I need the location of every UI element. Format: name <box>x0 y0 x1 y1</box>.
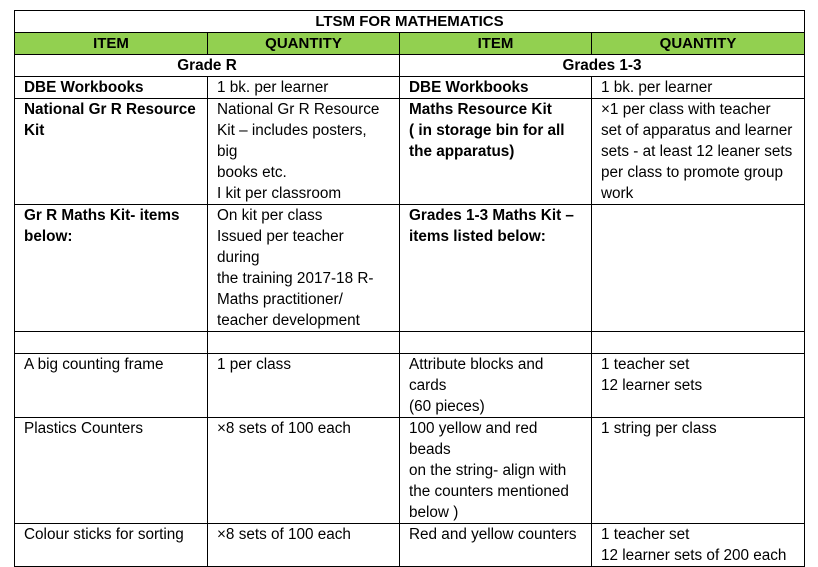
grade-r-quantity-cell <box>208 332 400 354</box>
grades-1-3-quantity-cell <box>592 205 805 332</box>
grade-r-quantity-cell <box>208 354 400 418</box>
grade-r-item-cell <box>15 77 208 99</box>
table-row <box>15 77 805 99</box>
table-row <box>15 354 805 418</box>
cell-text-line: Maths practitioner/ <box>217 291 343 308</box>
header-row <box>15 33 805 55</box>
grade-r-item-cell <box>15 524 208 567</box>
cell-text-line: 1 string per class <box>601 420 717 437</box>
cell-text-line: A big counting frame <box>24 356 164 373</box>
cell-text-line: 1 per class <box>217 356 291 373</box>
grade-r-item-cell <box>15 205 208 332</box>
grades-1-3-item-cell <box>400 524 592 567</box>
grade-r-quantity-cell <box>208 418 400 524</box>
cell-text-line: Kit – includes posters, big <box>217 122 367 160</box>
header-item-r: ITEM <box>15 33 208 55</box>
grade-r-label: Grade R <box>15 55 400 77</box>
cell-text-line: teacher development <box>217 312 360 329</box>
header-item-g: ITEM <box>400 33 592 55</box>
cell-text-line: 1 teacher set <box>601 526 690 543</box>
cell-text-line: Gr R Maths Kit- items <box>24 207 180 224</box>
cell-text-line: the apparatus) <box>409 143 515 160</box>
cell-text-line: 12 learner sets <box>601 377 703 394</box>
cell-text-line: sets - at least 12 leaner sets <box>601 143 793 160</box>
grade-r-quantity-cell <box>208 77 400 99</box>
grades-1-3-item-cell <box>400 77 592 99</box>
grade-r-quantity-cell <box>208 205 400 332</box>
cell-text-line: DBE Workbooks <box>24 79 144 96</box>
table-row <box>15 332 805 354</box>
cell-text-line: 12 learner sets of 200 each <box>601 547 787 564</box>
grades-1-3-quantity-cell <box>592 354 805 418</box>
cell-text-line: work <box>601 185 634 202</box>
grades-1-3-item-cell <box>400 354 592 418</box>
cell-text-line: Grades 1-3 Maths Kit – <box>409 207 574 224</box>
cell-text-line: 1 bk. per learner <box>217 79 329 96</box>
cell-text-line: books etc. <box>217 164 287 181</box>
cell-text-line: 1 bk. per learner <box>601 79 713 96</box>
header-quantity-r: QUANTITY <box>208 33 400 55</box>
cell-text-line: set of apparatus and learner <box>601 122 793 139</box>
table-title: LTSM FOR MATHEMATICS <box>15 11 805 33</box>
cell-text-line: DBE Workbooks <box>409 79 529 96</box>
cell-text-line: ×8 sets of 100 each <box>217 420 351 437</box>
grade-r-item-cell <box>15 418 208 524</box>
cell-text-line: per class to promote group <box>601 164 783 181</box>
grades-1-3-item-cell <box>400 205 592 332</box>
cell-text-line: (60 pieces) <box>409 398 485 415</box>
table-row <box>15 205 805 332</box>
cell-text-line: the counters mentioned <box>409 483 569 500</box>
cell-text-line: below: <box>24 228 73 245</box>
cell-text-line: below ) <box>409 504 459 521</box>
grade-r-item-cell <box>15 354 208 418</box>
cell-text-line: 1 teacher set <box>601 356 690 373</box>
grades-1-3-quantity-cell <box>592 524 805 567</box>
grades-1-3-item-cell <box>400 332 592 354</box>
grades-1-3-quantity-cell <box>592 77 805 99</box>
table-row <box>15 418 805 524</box>
cell-text-line: Colour sticks for sorting <box>24 526 184 543</box>
grades-1-3-item-cell <box>400 418 592 524</box>
header-quantity-g: QUANTITY <box>592 33 805 55</box>
cell-text-line: Attribute blocks and cards <box>409 356 544 394</box>
grade-r-item-cell <box>15 332 208 354</box>
cell-text-line: National Gr R Resource <box>24 101 196 118</box>
cell-text-line: the training 2017-18 R- <box>217 270 374 287</box>
grade-r-item-cell <box>15 99 208 205</box>
cell-text-line: items listed below: <box>409 228 546 245</box>
grades-1-3-item-cell <box>400 99 592 205</box>
cell-text-line: National Gr R Resource <box>217 101 380 118</box>
grades-1-3-label: Grades 1-3 <box>400 55 805 77</box>
grades-1-3-quantity-cell <box>592 332 805 354</box>
grades-1-3-quantity-cell <box>592 99 805 205</box>
cell-text-line: Red and yellow counters <box>409 526 577 543</box>
grades-1-3-quantity-cell <box>592 418 805 524</box>
cell-text-line: ×8 sets of 100 each <box>217 526 351 543</box>
table-row <box>15 99 805 205</box>
cell-text-line: 100 yellow and red beads <box>409 420 538 458</box>
cell-text-line: On kit per class <box>217 207 323 224</box>
ltsm-table <box>14 10 805 567</box>
table-row <box>15 524 805 567</box>
grade-row <box>15 55 805 77</box>
grade-r-quantity-cell <box>208 524 400 567</box>
title-row <box>15 11 805 33</box>
grade-r-quantity-cell <box>208 99 400 205</box>
cell-text-line: ( in storage bin for all <box>409 122 565 139</box>
cell-text-line: Maths Resource Kit <box>409 101 552 118</box>
cell-text-line: Plastics Counters <box>24 420 144 437</box>
cell-text-line: Issued per teacher during <box>217 228 344 266</box>
cell-text-line: I kit per classroom <box>217 185 342 202</box>
cell-text-line: ×1 per class with teacher <box>601 101 771 118</box>
cell-text-line: on the string- align with <box>409 462 567 479</box>
cell-text-line: Kit <box>24 122 45 139</box>
